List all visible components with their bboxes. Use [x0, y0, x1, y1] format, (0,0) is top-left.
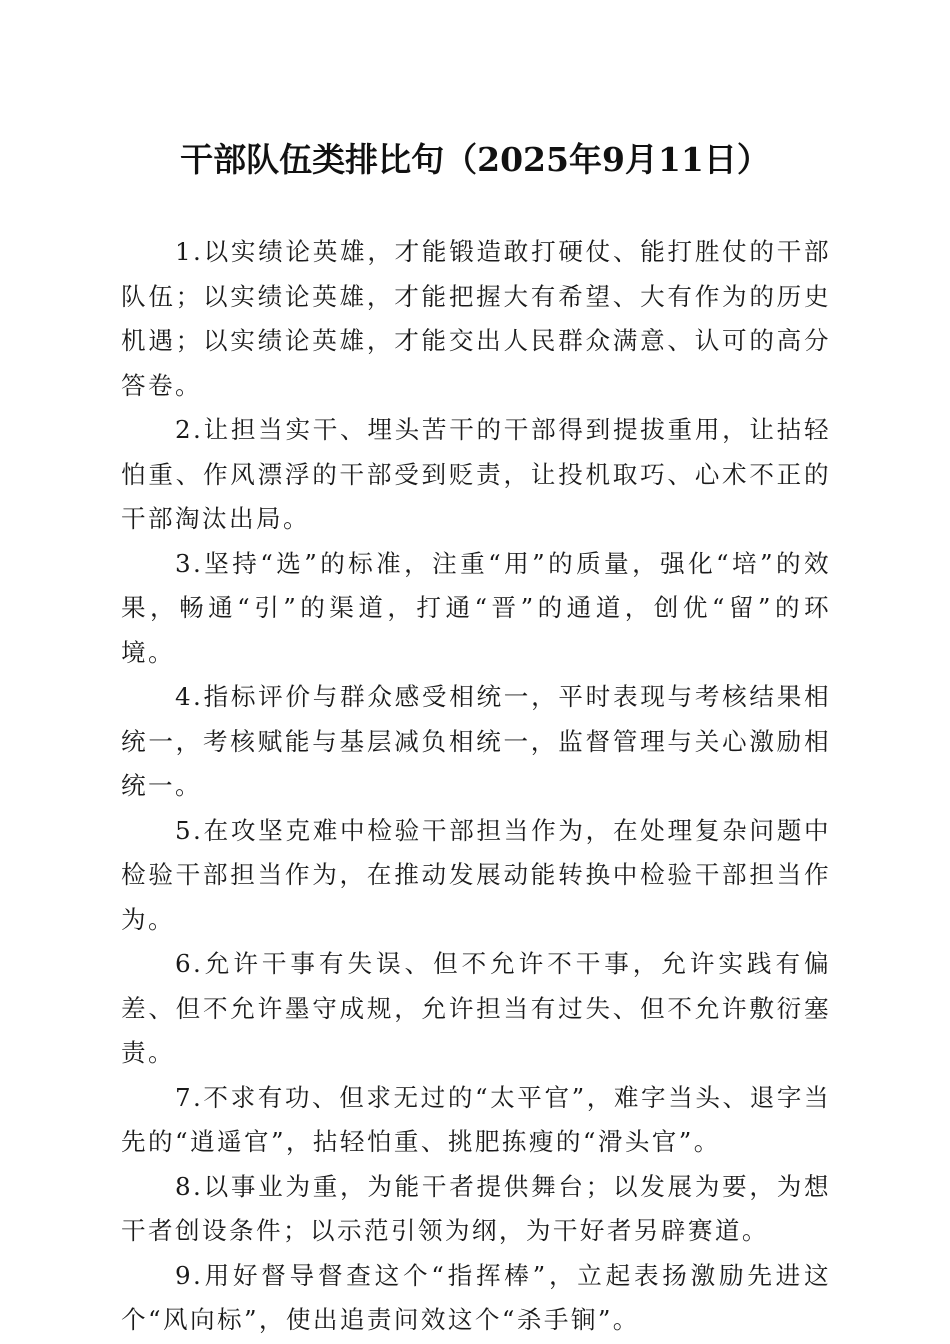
document-body [121, 230, 831, 1343]
paragraph-2: 2.让担当实干、埋头苦干的干部得到提拔重用，让拈轻怕重、作风漂浮的干部受到贬责，让投机取巧、心术不正的干部淘汰出局。 [121, 415, 831, 533]
paragraph-7: 7.不求有功、但求无过的“太平官”，难字当头、退字当先的“逍遥官”，拈轻怕重、挑肥拣瘦的“滑头官”。 [121, 1082, 831, 1156]
paragraph-3: 3.坚持“选”的标准，注重“用”的质量，强化“培”的效果，畅通“引”的渠道，打通“晋”的通道，创优“留”的环境。 [121, 548, 831, 667]
paragraph-5: 5.在攻坚克难中检验干部担当作为，在处理复杂问题中检验干部担当作为，在推动发展动能转换中检验干部担当作为。 [121, 815, 831, 934]
document-title: 干部队伍类排比句（2025年9月11日） [180, 140, 770, 179]
paragraph-1: 1.以实绩论英雄，才能锻造敢打硬仗、能打胜仗的干部队伍；以实绩论英雄，才能把握大有希望、大有作为的历史机遇；以实绩论英雄，才能交出人民群众满意、认可的高分答卷。 [121, 237, 831, 400]
paragraph-9: 9.用好督导督查这个“指挥棒”，立起表扬激励先进这个“风向标”，使出追责问效这个“杀手锏”。 [121, 1260, 831, 1334]
paragraph-8: 8.以事业为重，为能干者提供舞台；以发展为要，为想干者创设条件；以示范引领为纲，为干好者另辟赛道。 [121, 1171, 831, 1245]
paragraph-6: 6.允许干事有失误、但不允许不干事，允许实践有偏差、但不允许墨守成规，允许担当有过失、但不允许敷衍塞责。 [121, 949, 831, 1067]
paragraph-4: 4.指标评价与群众感受相统一，平时表现与考核结果相统一，考核赋能与基层减负相统一，监督管理与关心激励相统一。 [121, 682, 831, 800]
